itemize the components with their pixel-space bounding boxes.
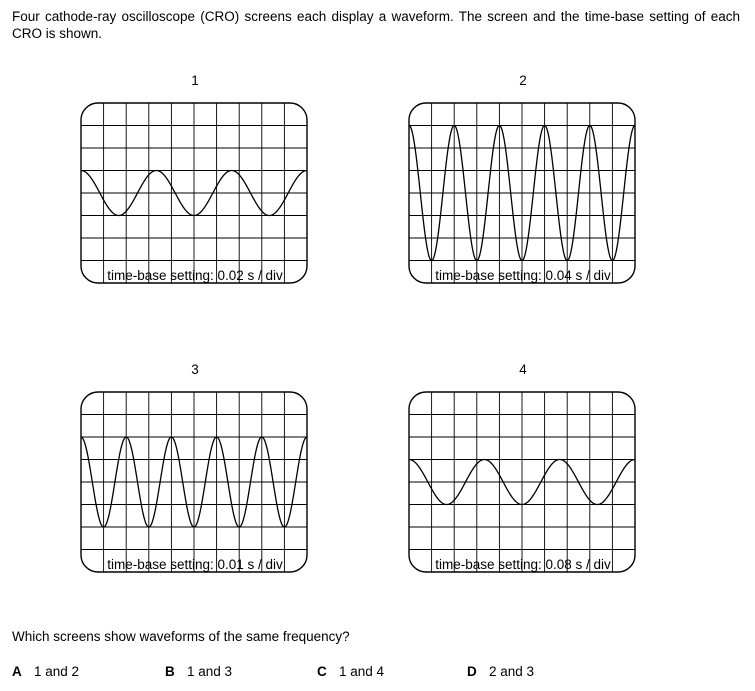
screen-number: 2 [519,73,527,88]
grid-lines [81,103,307,283]
cro-screen-3 [65,390,325,580]
time-base-caption: time-base setting: 0.08 s / div [435,557,611,572]
grid-lines [409,103,635,283]
screen-number: 4 [519,362,527,377]
cro-screen-2 [393,101,653,291]
intro-text: Four cathode-ray oscilloscope (CRO) screens each display a waveform. The screen and the time-base setting of each CRO is shown. [12,9,740,41]
option-text: 2 and 3 [489,664,535,679]
option-letter: C [317,664,327,679]
option-text: 1 and 3 [187,664,233,679]
option-text: 1 and 2 [34,664,80,679]
option-a[interactable] [12,664,79,679]
option-b[interactable] [165,664,232,679]
time-base-caption: time-base setting: 0.01 s / div [107,557,283,572]
cro-screen-4 [393,390,653,580]
cro-screen-1 [65,101,325,291]
screen-number: 1 [191,73,199,88]
screen-number: 3 [191,362,199,377]
grid-lines [409,392,635,572]
grid-lines [81,392,307,572]
time-base-caption: time-base setting: 0.04 s / div [435,268,611,283]
option-letter: D [467,664,477,679]
option-letter: B [165,664,175,679]
answer-options [12,664,732,684]
option-text: 1 and 4 [339,664,385,679]
time-base-caption: time-base setting: 0.02 s / div [107,268,283,283]
question-text: Which screens show waveforms of the same frequency? [12,629,350,644]
option-c[interactable] [317,664,384,679]
option-d[interactable] [467,664,534,679]
option-letter: A [12,664,22,679]
